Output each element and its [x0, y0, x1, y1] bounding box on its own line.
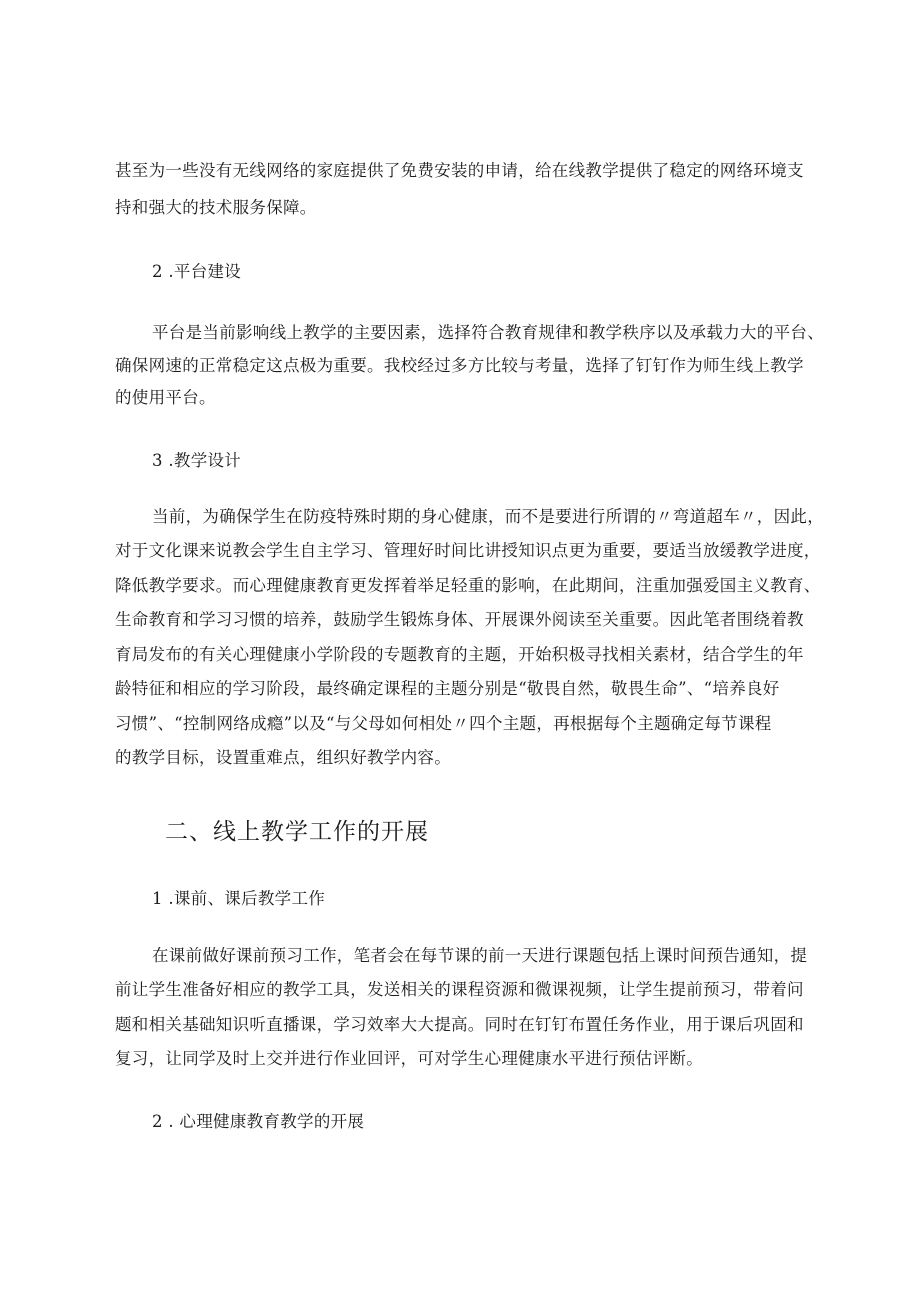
chapter-heading: 二、线上教学工作的开展 — [165, 819, 429, 845]
paragraph-line: 的教学目标，设置重难点，组织好教学内容。 — [115, 748, 451, 767]
section-heading: 3 .教学设计 — [152, 451, 242, 470]
paragraph-line: 对于文化课来说教会学生自主学习、管理好时间比讲授知识点更为重要，要适当放缓教学进度， — [115, 541, 821, 560]
paragraph-line: 题和相关基础知识听直播课，学习效率大大提高。同时在钉钉布置任务作业，用于课后巩固和 — [115, 1015, 804, 1034]
paragraph-line: 的使用平台。 — [115, 388, 216, 407]
paragraph-line: 持和强大的技术服务保障。 — [115, 198, 317, 217]
paragraph-line: 习惯”、“控制网络成瘾”以及“与父母如何相处〃四个主题，再根据每个主题确定每节课程 — [115, 714, 772, 733]
section-heading: 2 . 心理健康教育教学的开展 — [152, 1112, 365, 1131]
paragraph-line: 育局发布的有关心理健康小学阶段的专题教育的主题，开始积极寻找相关素材，结合学生的年 — [115, 645, 804, 664]
paragraph-line: 在课前做好课前预习工作，笔者会在每节课的前一天进行课题包括上课时间预告通知，提 — [152, 946, 808, 965]
paragraph-line: 降低教学要求。而心理健康教育更发挥着举足轻重的影响，在此期间，注重加强爱国主义教育、 — [115, 576, 821, 595]
paragraph-line: 确保网速的正常稳定这点极为重要。我校经过多方比较与考量，选择了钉钉作为师生线上教学 — [115, 356, 804, 375]
paragraph-line: 生命教育和学习习惯的培养，鼓励学生锻炼身体、开展课外阅读至关重要。因此笔者围绕着教 — [115, 610, 804, 629]
paragraph-line: 复习，让同学及时上交并进行作业回评，可对学生心理健康水平进行预估评断。 — [115, 1049, 703, 1068]
paragraph-line: 平台是当前影响线上教学的主要因素，选择符合教育规律和教学秩序以及承载力大的平台、 — [152, 323, 824, 342]
section-heading: 2 .平台建设 — [152, 262, 242, 281]
paragraph-line: 当前，为确保学生在防疫特殊时期的身心健康，而不是要进行所谓的〃弯道超车〃，因此， — [152, 507, 824, 526]
section-heading: 1 .课前、课后教学工作 — [152, 889, 326, 908]
paragraph-line: 前让学生准备好相应的教学工具，发送相关的课程资源和微课视频，让学生提前预习，带着问 — [115, 980, 804, 999]
paragraph-line: 甚至为一些没有无线网络的家庭提供了免费安装的申请，给在线教学提供了稳定的网络环境支 — [115, 161, 804, 180]
paragraph-line: 龄特征和相应的学习阶段，最终确定课程的主题分别是“敬畏自然，敬畏生命”、“培养良好 — [115, 679, 780, 698]
